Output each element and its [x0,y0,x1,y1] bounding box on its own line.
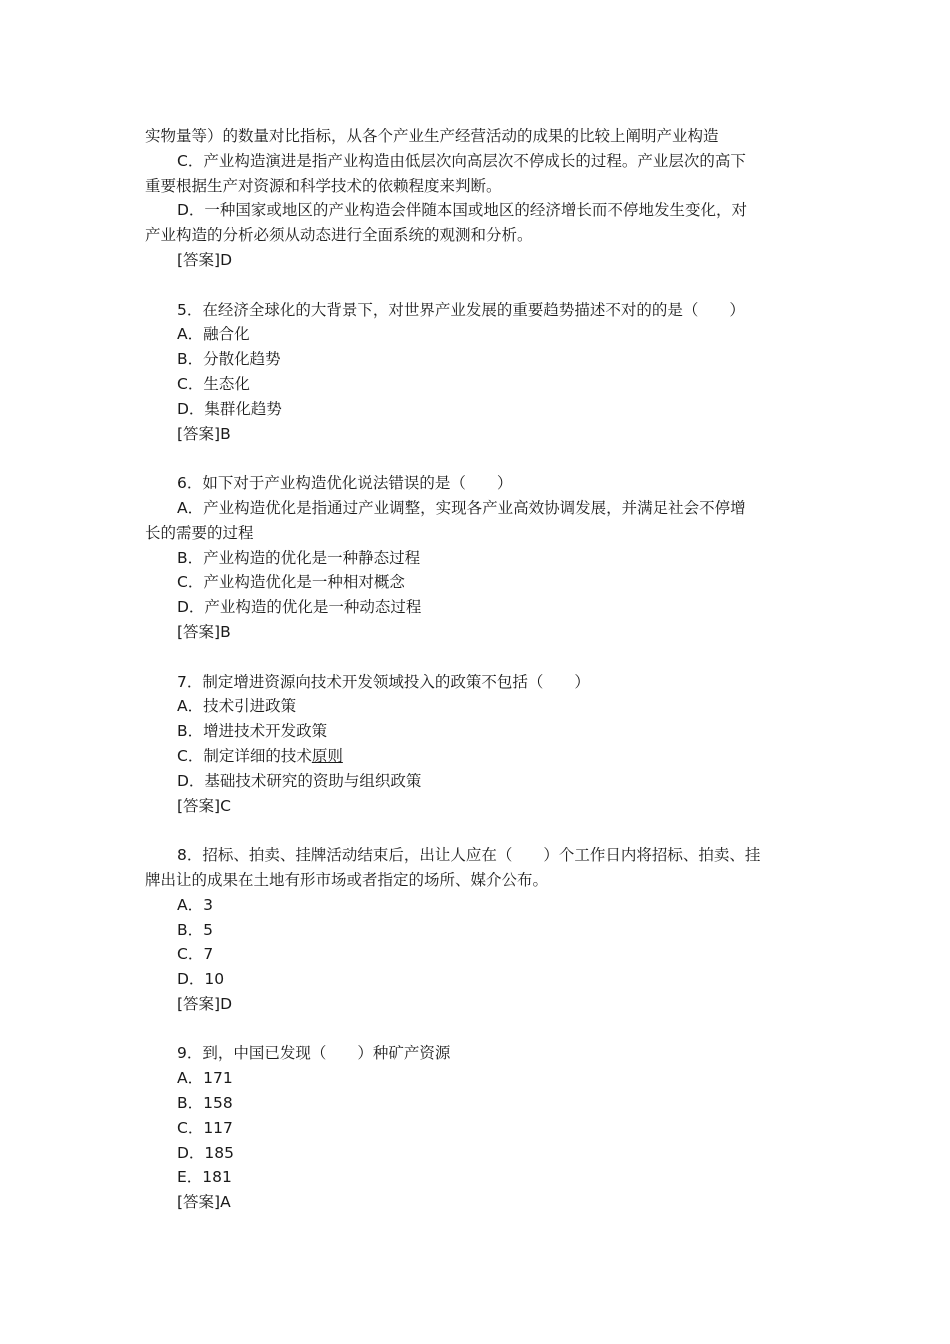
q8-stem-line1: 8．招标、拍卖、挂牌活动结束后，出让人应在（ ）个工作日内将招标、拍卖、挂 [177,846,761,865]
q7-option-c [145,744,805,769]
q7-stem: 7．制定增进资源向技术开发领域投入的政策不包括（ ） [177,672,590,691]
prev-answer: [答案]D [177,250,233,269]
q7-option-b: B．增进技术开发政策 [177,722,328,741]
q6-stem: 6．如下对于产业构造优化说法错误的是（ ） [177,474,513,493]
q7-option-a: A．技术引进政策 [177,697,297,716]
q9-stem: 9．到，中国已发现（ ）种矿产资源 [177,1044,451,1063]
q7-option-d: D．基础技术研究的资助与组织政策 [177,771,422,790]
q8-stem-line2: 牌出让的成果在土地有形市场或者指定的场所、媒介公布。 [145,870,549,889]
spacer [145,446,805,471]
q5-option: B．分散化趋势 [177,350,281,369]
prev-option-c-line2: 重要根据生产对资源和科学技术的依赖程度来判断。 [145,176,502,195]
spacer [145,818,805,843]
q8-option: B．5 [177,920,213,939]
q8-option: A．3 [177,895,213,914]
q6-option: B．产业构造的优化是一种静态过程 [177,548,421,567]
q9-option: B．158 [177,1094,233,1113]
q6-option: C．产业构造优化是一种相对概念 [177,573,405,592]
q5-option: D．集群化趋势 [177,399,282,418]
spacer [145,645,805,670]
q7-answer: [答案]C [177,796,231,815]
q7-option-c-text: C．制定详细的技术 [177,746,312,765]
prev-question-lead-line: 实物量等）的数量对比指标，从各个产业生产经营活动的成果的比较上阐明产业构造 [145,127,719,145]
q7-option-c-underlined-term: 原则 [311,746,343,765]
q9-option: D．185 [177,1143,235,1162]
page-content [145,124,805,1215]
q6-answer: [答案]B [177,622,231,641]
q6-option: D．产业构造的优化是一种动态过程 [177,598,422,617]
q6-option-a-line2: 长的需要的过程 [145,523,254,542]
q9-option: A．171 [177,1069,233,1088]
q9-option: C．117 [177,1118,233,1137]
prev-option-d-line1: D．一种国家或地区的产业构造会伴随本国或地区的经济增长而不停地发生变化，对 [177,201,747,220]
q5-option: C．生态化 [177,374,250,393]
q9-option: E．181 [177,1168,232,1187]
q5-option: A．融合化 [177,325,250,344]
prev-option-c-line1: C．产业构造演进是指产业构造由低层次向高层次不停成长的过程。产业层次的高下 [177,151,746,170]
q9-answer: [答案]A [177,1193,231,1212]
q5-answer: [答案]B [177,424,231,443]
q8-answer: [答案]D [177,994,233,1013]
q6-option-a-line1: A．产业构造优化是指通过产业调整，实现各产业高效协调发展，并满足社会不停增 [177,498,746,517]
q5-stem: 5．在经济全球化的大背景下，对世界产业发展的重要趋势描述不对的的是（ ） [177,300,745,319]
q8-option: D．10 [177,970,225,989]
spacer [145,273,805,298]
spacer [145,1017,805,1042]
prev-option-d-line2: 产业构造的分析必须从动态进行全面系统的观测和分析。 [145,226,533,245]
q8-option: C．7 [177,945,214,964]
